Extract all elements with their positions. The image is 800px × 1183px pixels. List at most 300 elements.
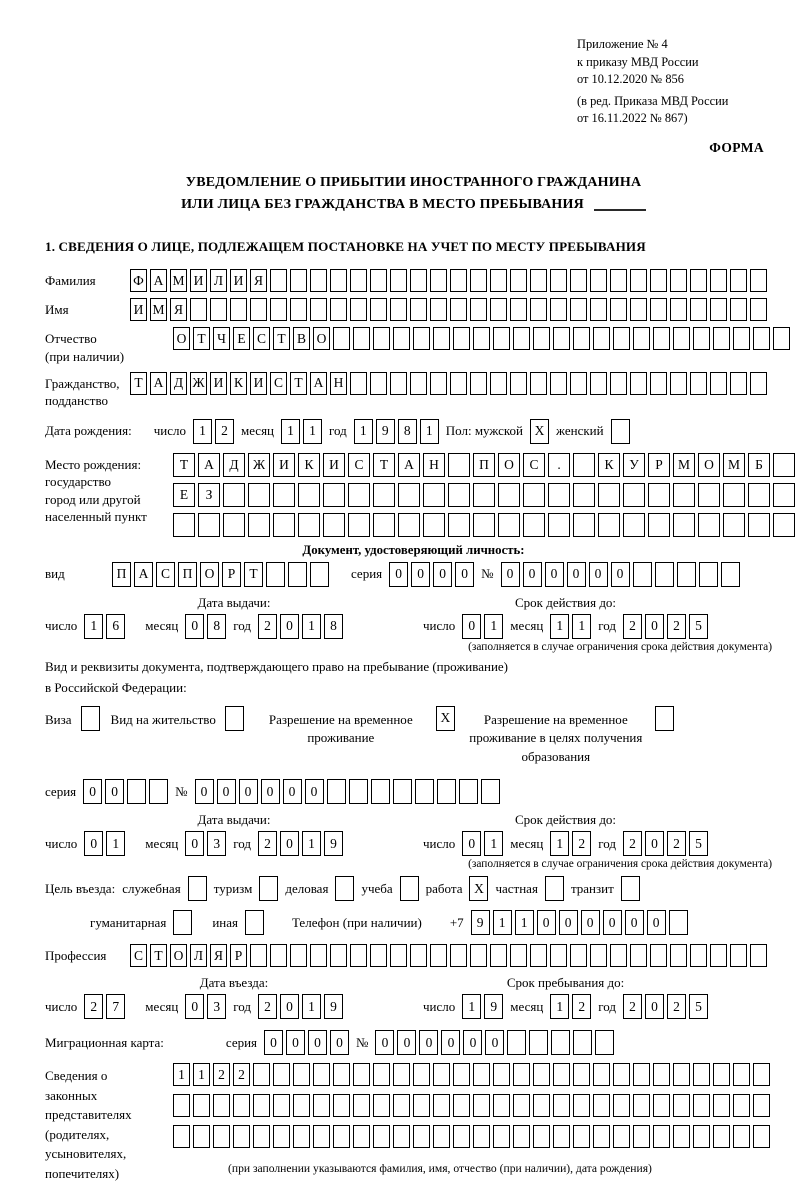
char-cell[interactable]: К	[598, 453, 620, 477]
char-cell[interactable]	[598, 513, 620, 537]
char-cell[interactable]: М	[150, 298, 167, 321]
char-cell[interactable]: 0	[647, 910, 666, 935]
char-cell[interactable]: 2	[572, 831, 591, 856]
char-cell[interactable]: М	[723, 453, 745, 477]
char-cell[interactable]: М	[673, 453, 695, 477]
char-cell[interactable]	[210, 298, 227, 321]
char-cell[interactable]: 0	[645, 994, 664, 1019]
char-cell[interactable]	[673, 1094, 690, 1117]
char-cell[interactable]	[413, 1094, 430, 1117]
char-cell[interactable]	[523, 483, 545, 507]
char-cell[interactable]: А	[150, 269, 167, 292]
char-cell[interactable]: 5	[689, 831, 708, 856]
char-cell[interactable]	[653, 1125, 670, 1148]
char-cell[interactable]	[573, 1125, 590, 1148]
char-cell[interactable]	[390, 372, 407, 395]
char-cell[interactable]	[330, 944, 347, 967]
char-cell[interactable]: И	[130, 298, 147, 321]
char-cell[interactable]	[350, 269, 367, 292]
char-cell[interactable]	[448, 513, 470, 537]
char-cell[interactable]	[223, 483, 245, 507]
char-cell[interactable]	[400, 876, 419, 901]
char-cell[interactable]	[713, 1094, 730, 1117]
char-cell[interactable]: 1	[550, 994, 569, 1019]
char-cell[interactable]	[733, 1125, 750, 1148]
char-cell[interactable]: 1	[515, 910, 534, 935]
char-cell[interactable]	[127, 779, 146, 804]
char-cell[interactable]	[523, 513, 545, 537]
char-cell[interactable]	[650, 372, 667, 395]
char-cell[interactable]: 1	[303, 419, 322, 444]
char-cell[interactable]: 1	[572, 614, 591, 639]
char-cell[interactable]: Т	[193, 327, 210, 350]
char-cell[interactable]: О	[498, 453, 520, 477]
char-cell[interactable]	[433, 1125, 450, 1148]
char-cell[interactable]: 0	[330, 1030, 349, 1055]
char-cell[interactable]: 2	[667, 994, 686, 1019]
char-cell[interactable]	[507, 1030, 526, 1055]
char-cell[interactable]	[630, 269, 647, 292]
char-cell[interactable]	[350, 372, 367, 395]
char-cell[interactable]	[473, 1094, 490, 1117]
char-cell[interactable]	[327, 779, 346, 804]
char-cell[interactable]	[630, 372, 647, 395]
char-cell[interactable]	[530, 372, 547, 395]
char-cell[interactable]: Ч	[213, 327, 230, 350]
char-cell[interactable]	[633, 562, 652, 587]
char-cell[interactable]: 1	[281, 419, 300, 444]
char-cell[interactable]	[233, 1094, 250, 1117]
char-cell[interactable]	[293, 1063, 310, 1086]
char-cell[interactable]	[393, 1125, 410, 1148]
char-cell[interactable]	[453, 1063, 470, 1086]
char-cell[interactable]	[653, 1094, 670, 1117]
char-cell[interactable]	[353, 1063, 370, 1086]
char-cell[interactable]	[273, 1125, 290, 1148]
char-cell[interactable]: 9	[376, 419, 395, 444]
char-cell[interactable]: С	[253, 327, 270, 350]
char-cell[interactable]: Т	[290, 372, 307, 395]
char-cell[interactable]	[545, 876, 564, 901]
char-cell[interactable]	[433, 1094, 450, 1117]
char-cell[interactable]: 1	[302, 831, 321, 856]
char-cell[interactable]: 0	[455, 562, 474, 587]
char-cell[interactable]: 0	[280, 614, 299, 639]
char-cell[interactable]	[310, 562, 329, 587]
char-cell[interactable]	[570, 372, 587, 395]
char-cell[interactable]	[750, 298, 767, 321]
char-cell[interactable]: Я	[210, 944, 227, 967]
char-cell[interactable]	[510, 298, 527, 321]
char-cell[interactable]	[633, 1094, 650, 1117]
char-cell[interactable]	[550, 269, 567, 292]
char-cell[interactable]	[373, 1094, 390, 1117]
char-cell[interactable]	[655, 706, 674, 731]
char-cell[interactable]	[453, 327, 470, 350]
char-cell[interactable]: 2	[572, 994, 591, 1019]
char-cell[interactable]: И	[273, 453, 295, 477]
char-cell[interactable]	[250, 298, 267, 321]
char-cell[interactable]	[450, 372, 467, 395]
char-cell[interactable]	[693, 1125, 710, 1148]
char-cell[interactable]: Д	[223, 453, 245, 477]
char-cell[interactable]	[570, 298, 587, 321]
char-cell[interactable]	[350, 944, 367, 967]
char-cell[interactable]	[410, 269, 427, 292]
char-cell[interactable]	[270, 269, 287, 292]
char-cell[interactable]	[723, 513, 745, 537]
char-cell[interactable]	[673, 513, 695, 537]
char-cell[interactable]	[548, 513, 570, 537]
char-cell[interactable]	[448, 483, 470, 507]
char-cell[interactable]	[333, 1063, 350, 1086]
char-cell[interactable]	[490, 944, 507, 967]
char-cell[interactable]	[453, 1094, 470, 1117]
char-cell[interactable]: Р	[222, 562, 241, 587]
char-cell[interactable]	[750, 944, 767, 967]
char-cell[interactable]	[288, 562, 307, 587]
char-cell[interactable]	[721, 562, 740, 587]
char-cell[interactable]: 1	[354, 419, 373, 444]
char-cell[interactable]	[673, 483, 695, 507]
char-cell[interactable]	[470, 372, 487, 395]
char-cell[interactable]: 1	[484, 831, 503, 856]
char-cell[interactable]	[530, 944, 547, 967]
char-cell[interactable]: Е	[173, 483, 195, 507]
char-cell[interactable]	[670, 298, 687, 321]
char-cell[interactable]	[493, 1094, 510, 1117]
char-cell[interactable]	[730, 944, 747, 967]
char-cell[interactable]: 0	[462, 831, 481, 856]
char-cell[interactable]	[290, 269, 307, 292]
char-cell[interactable]	[413, 1125, 430, 1148]
char-cell[interactable]: В	[293, 327, 310, 350]
char-cell[interactable]	[413, 327, 430, 350]
char-cell[interactable]	[693, 1094, 710, 1117]
char-cell[interactable]	[473, 327, 490, 350]
char-cell[interactable]	[513, 1063, 530, 1086]
char-cell[interactable]	[393, 1094, 410, 1117]
char-cell[interactable]	[473, 1063, 490, 1086]
char-cell[interactable]: 0	[433, 562, 452, 587]
char-cell[interactable]: 3	[207, 994, 226, 1019]
char-cell[interactable]	[353, 327, 370, 350]
char-cell[interactable]	[81, 706, 100, 731]
char-cell[interactable]	[423, 483, 445, 507]
char-cell[interactable]	[570, 944, 587, 967]
char-cell[interactable]	[623, 483, 645, 507]
char-cell[interactable]: Б	[748, 453, 770, 477]
char-cell[interactable]: 0	[185, 994, 204, 1019]
char-cell[interactable]	[610, 372, 627, 395]
char-cell[interactable]: Т	[173, 453, 195, 477]
char-cell[interactable]	[430, 944, 447, 967]
char-cell[interactable]	[373, 483, 395, 507]
char-cell[interactable]: 7	[106, 994, 125, 1019]
char-cell[interactable]: 0	[645, 831, 664, 856]
char-cell[interactable]	[273, 1094, 290, 1117]
char-cell[interactable]: С	[130, 944, 147, 967]
char-cell[interactable]: П	[112, 562, 131, 587]
char-cell[interactable]: 9	[324, 994, 343, 1019]
char-cell[interactable]: А	[134, 562, 153, 587]
char-cell[interactable]: О	[200, 562, 219, 587]
char-cell[interactable]	[437, 779, 456, 804]
char-cell[interactable]: X	[530, 419, 549, 444]
char-cell[interactable]: С	[156, 562, 175, 587]
char-cell[interactable]: 0	[559, 910, 578, 935]
char-cell[interactable]: Т	[130, 372, 147, 395]
char-cell[interactable]	[493, 1125, 510, 1148]
char-cell[interactable]	[253, 1094, 270, 1117]
char-cell[interactable]	[450, 944, 467, 967]
char-cell[interactable]	[713, 327, 730, 350]
char-cell[interactable]	[370, 298, 387, 321]
char-cell[interactable]	[448, 453, 470, 477]
char-cell[interactable]: 0	[185, 614, 204, 639]
char-cell[interactable]: 2	[258, 994, 277, 1019]
char-cell[interactable]	[750, 269, 767, 292]
char-cell[interactable]	[413, 1063, 430, 1086]
char-cell[interactable]	[533, 327, 550, 350]
char-cell[interactable]	[710, 269, 727, 292]
char-cell[interactable]	[423, 513, 445, 537]
char-cell[interactable]: 0	[411, 562, 430, 587]
char-cell[interactable]	[393, 327, 410, 350]
char-cell[interactable]: 2	[667, 614, 686, 639]
char-cell[interactable]	[733, 327, 750, 350]
char-cell[interactable]	[723, 483, 745, 507]
char-cell[interactable]: 0	[217, 779, 236, 804]
char-cell[interactable]	[699, 562, 718, 587]
char-cell[interactable]	[573, 513, 595, 537]
char-cell[interactable]: 3	[207, 831, 226, 856]
char-cell[interactable]	[713, 1063, 730, 1086]
char-cell[interactable]	[623, 513, 645, 537]
char-cell[interactable]: 0	[462, 614, 481, 639]
char-cell[interactable]: Т	[150, 944, 167, 967]
char-cell[interactable]	[149, 779, 168, 804]
char-cell[interactable]	[490, 269, 507, 292]
char-cell[interactable]: 0	[264, 1030, 283, 1055]
char-cell[interactable]	[353, 1125, 370, 1148]
char-cell[interactable]	[753, 327, 770, 350]
char-cell[interactable]: К	[230, 372, 247, 395]
char-cell[interactable]	[551, 1030, 570, 1055]
char-cell[interactable]: 2	[623, 614, 642, 639]
char-cell[interactable]	[610, 298, 627, 321]
char-cell[interactable]	[573, 1063, 590, 1086]
char-cell[interactable]	[313, 1094, 330, 1117]
char-cell[interactable]: И	[210, 372, 227, 395]
char-cell[interactable]	[410, 944, 427, 967]
char-cell[interactable]	[371, 779, 390, 804]
char-cell[interactable]	[353, 1094, 370, 1117]
char-cell[interactable]	[673, 1125, 690, 1148]
char-cell[interactable]	[713, 1125, 730, 1148]
char-cell[interactable]	[373, 1125, 390, 1148]
char-cell[interactable]	[611, 419, 630, 444]
char-cell[interactable]: 8	[207, 614, 226, 639]
char-cell[interactable]: 8	[324, 614, 343, 639]
char-cell[interactable]	[173, 910, 192, 935]
char-cell[interactable]	[598, 483, 620, 507]
char-cell[interactable]	[410, 372, 427, 395]
char-cell[interactable]	[415, 779, 434, 804]
char-cell[interactable]	[370, 269, 387, 292]
char-cell[interactable]	[473, 1125, 490, 1148]
char-cell[interactable]: Т	[244, 562, 263, 587]
char-cell[interactable]: 6	[106, 614, 125, 639]
char-cell[interactable]: 8	[398, 419, 417, 444]
char-cell[interactable]: А	[310, 372, 327, 395]
char-cell[interactable]	[730, 298, 747, 321]
char-cell[interactable]	[493, 327, 510, 350]
char-cell[interactable]	[753, 1063, 770, 1086]
char-cell[interactable]	[610, 269, 627, 292]
char-cell[interactable]	[333, 1125, 350, 1148]
char-cell[interactable]	[290, 944, 307, 967]
char-cell[interactable]: 0	[523, 562, 542, 587]
char-cell[interactable]	[748, 483, 770, 507]
char-cell[interactable]	[693, 1063, 710, 1086]
char-cell[interactable]	[510, 372, 527, 395]
char-cell[interactable]	[590, 944, 607, 967]
char-cell[interactable]	[390, 269, 407, 292]
char-cell[interactable]: А	[398, 453, 420, 477]
char-cell[interactable]	[653, 327, 670, 350]
char-cell[interactable]	[293, 1125, 310, 1148]
char-cell[interactable]	[493, 1063, 510, 1086]
char-cell[interactable]: 0	[286, 1030, 305, 1055]
char-cell[interactable]	[550, 944, 567, 967]
char-cell[interactable]: 0	[280, 994, 299, 1019]
char-cell[interactable]	[648, 483, 670, 507]
char-cell[interactable]	[459, 779, 478, 804]
char-cell[interactable]	[310, 944, 327, 967]
char-cell[interactable]: 0	[501, 562, 520, 587]
char-cell[interactable]	[273, 483, 295, 507]
char-cell[interactable]	[533, 1125, 550, 1148]
char-cell[interactable]: Т	[273, 327, 290, 350]
char-cell[interactable]: О	[698, 453, 720, 477]
char-cell[interactable]	[730, 269, 747, 292]
char-cell[interactable]: И	[250, 372, 267, 395]
char-cell[interactable]	[248, 483, 270, 507]
char-cell[interactable]	[633, 327, 650, 350]
char-cell[interactable]	[690, 269, 707, 292]
char-cell[interactable]	[698, 483, 720, 507]
char-cell[interactable]: Л	[210, 269, 227, 292]
char-cell[interactable]	[633, 1063, 650, 1086]
char-cell[interactable]	[670, 372, 687, 395]
char-cell[interactable]	[233, 1125, 250, 1148]
char-cell[interactable]: 1	[420, 419, 439, 444]
char-cell[interactable]	[553, 327, 570, 350]
char-cell[interactable]: Н	[330, 372, 347, 395]
char-cell[interactable]: 0	[261, 779, 280, 804]
char-cell[interactable]	[553, 1094, 570, 1117]
char-cell[interactable]: 2	[213, 1063, 230, 1086]
char-cell[interactable]: 0	[105, 779, 124, 804]
char-cell[interactable]	[333, 1094, 350, 1117]
char-cell[interactable]	[193, 1125, 210, 1148]
char-cell[interactable]: 0	[581, 910, 600, 935]
char-cell[interactable]: 1	[302, 994, 321, 1019]
char-cell[interactable]	[750, 372, 767, 395]
char-cell[interactable]	[693, 327, 710, 350]
char-cell[interactable]	[630, 298, 647, 321]
char-cell[interactable]	[655, 562, 674, 587]
char-cell[interactable]	[450, 269, 467, 292]
char-cell[interactable]	[270, 944, 287, 967]
char-cell[interactable]	[230, 298, 247, 321]
char-cell[interactable]: 0	[397, 1030, 416, 1055]
char-cell[interactable]	[298, 483, 320, 507]
char-cell[interactable]: И	[230, 269, 247, 292]
char-cell[interactable]	[310, 298, 327, 321]
char-cell[interactable]	[550, 372, 567, 395]
char-cell[interactable]	[188, 876, 207, 901]
char-cell[interactable]	[633, 1125, 650, 1148]
char-cell[interactable]	[773, 483, 795, 507]
char-cell[interactable]: У	[623, 453, 645, 477]
char-cell[interactable]	[548, 483, 570, 507]
char-cell[interactable]: 0	[485, 1030, 504, 1055]
char-cell[interactable]: 0	[308, 1030, 327, 1055]
char-cell[interactable]: 0	[239, 779, 258, 804]
char-cell[interactable]: 0	[603, 910, 622, 935]
char-cell[interactable]	[290, 298, 307, 321]
char-cell[interactable]: 2	[623, 994, 642, 1019]
char-cell[interactable]	[398, 513, 420, 537]
char-cell[interactable]	[245, 910, 264, 935]
char-cell[interactable]	[398, 483, 420, 507]
char-cell[interactable]: .	[548, 453, 570, 477]
char-cell[interactable]: 0	[625, 910, 644, 935]
char-cell[interactable]: 0	[305, 779, 324, 804]
char-cell[interactable]	[621, 876, 640, 901]
char-cell[interactable]: К	[298, 453, 320, 477]
char-cell[interactable]	[510, 944, 527, 967]
char-cell[interactable]: 1	[302, 614, 321, 639]
char-cell[interactable]: З	[198, 483, 220, 507]
char-cell[interactable]: 0	[567, 562, 586, 587]
char-cell[interactable]	[313, 1125, 330, 1148]
char-cell[interactable]: 0	[84, 831, 103, 856]
char-cell[interactable]	[393, 779, 412, 804]
char-cell[interactable]	[613, 1063, 630, 1086]
char-cell[interactable]	[670, 269, 687, 292]
char-cell[interactable]: 1	[462, 994, 481, 1019]
char-cell[interactable]	[530, 298, 547, 321]
char-cell[interactable]	[710, 944, 727, 967]
char-cell[interactable]	[373, 513, 395, 537]
char-cell[interactable]: 1	[550, 831, 569, 856]
char-cell[interactable]	[259, 876, 278, 901]
char-cell[interactable]	[733, 1094, 750, 1117]
char-cell[interactable]	[590, 298, 607, 321]
char-cell[interactable]	[223, 513, 245, 537]
char-cell[interactable]: 1	[493, 910, 512, 935]
char-cell[interactable]: 0	[283, 779, 302, 804]
char-cell[interactable]	[690, 944, 707, 967]
char-cell[interactable]: П	[473, 453, 495, 477]
char-cell[interactable]	[330, 298, 347, 321]
char-cell[interactable]: 0	[185, 831, 204, 856]
char-cell[interactable]	[593, 327, 610, 350]
char-cell[interactable]: 0	[463, 1030, 482, 1055]
